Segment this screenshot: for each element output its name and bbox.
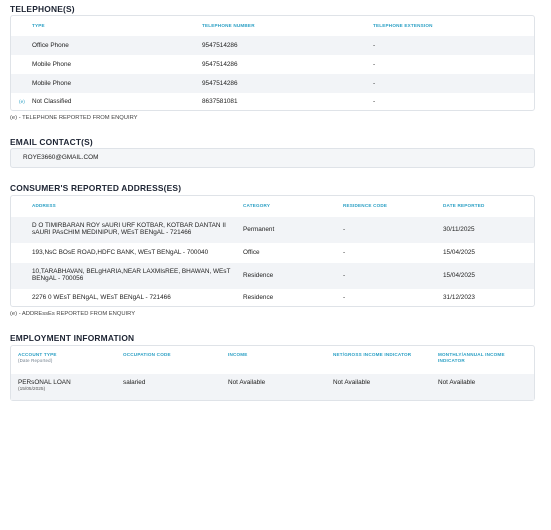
address-residence-code: - [343,272,346,279]
header-address: ADDRESS [32,203,56,208]
table-row [11,55,534,74]
phone-type: Not Classified [32,98,72,105]
address-residence-code: - [343,294,346,301]
employment-occupation: salaried [123,379,146,386]
table-row [11,36,534,55]
header-date-reported: DATE REPORTED [443,203,485,208]
address-text: D O TIMIRBARAN ROY sAURI URF KOTBAR, KOTBAR DANTAN II sAURI PAsCHIM MEDINIPUR, WEsT BENgAL - 721466 [32,222,226,237]
enquiry-indicator: (e) [19,100,25,105]
employment-section-title: EMPLOYMENT INFORMATION [10,333,135,343]
header-account-type-label: ACCOUNT TYPE [18,352,57,357]
account-date-reported: (15/05/2025) [18,387,46,393]
address-date-reported: 15/04/2025 [443,272,475,279]
address-text: 193,NsC BOsE ROAD,HDFC BANK, WEsT BENgAL - 700040 [32,249,209,256]
address-date-reported: 30/11/2025 [443,226,475,233]
header-type: TYPE [32,23,45,28]
account-type-value: PERsONAL LOAN [18,379,71,386]
email-box [10,148,535,168]
phone-number: 8637581081 [202,98,238,105]
table-row [11,243,534,263]
emails-section-title: EMAIL CONTACT(S) [10,137,93,147]
header-net-gross-income-indicator: NET/GROSS INCOME INDICATOR [333,352,412,357]
telephones-note: (e) - TELEPHONE REPORTED FROM ENQUIRY [10,115,138,121]
address-date-reported: 15/04/2025 [443,249,475,256]
header-monthly-annual-income-indicator: MONTHLY/ANNUAL INCOME INDICATOR [438,352,505,363]
phone-type: Mobile Phone [32,61,72,68]
table-row [11,93,534,111]
header-date-reported-sub: (Date Reported) [18,357,53,363]
addresses-section-title: CONSUMER'S REPORTED ADDRESS(ES) [10,183,182,193]
addresses-table [10,195,535,307]
address-category: Office [243,249,260,256]
header-residence-code: RESIDENCE CODE [343,203,388,208]
address-text: 2276 0 WEsT BENgAL, WEsT BENgAL - 721466 [32,294,171,301]
header-account-type [18,352,113,363]
employment-monthly-annual: Not Available [438,379,476,386]
employment-account-type [18,379,71,394]
phone-extension: - [373,98,376,105]
table-row [11,289,534,307]
employment-table [10,345,535,401]
employment-net-gross: Not Available [333,379,371,386]
address-category: Residence [243,294,274,301]
phone-number: 9547514286 [202,42,238,49]
addresses-note: (e) - ADDREssEs REPORTED FROM ENQUIRY [10,311,136,317]
phone-extension: - [373,80,376,87]
header-category: CATEGORY [243,203,271,208]
table-row [11,217,534,243]
table-row [11,263,534,289]
address-text: 10,TARABHAVAN, BELgHARIA,NEAR LAXMIsREE, BHAWAN, WEsT BENgAL - 700056 [32,268,231,283]
phone-extension: - [373,42,376,49]
telephones-section-title: TELEPHONE(S) [10,4,75,14]
address-residence-code: - [343,249,346,256]
phone-extension: - [373,61,376,68]
table-row [11,74,534,93]
address-category: Residence [243,272,274,279]
header-occupation-code: OCCUPATION CODE [123,352,171,357]
address-date-reported: 31/12/2023 [443,294,475,301]
header-income: INCOME [228,352,248,357]
header-telephone-extension: TELEPHONE EXTENSION [373,23,433,28]
address-residence-code: - [343,226,346,233]
table-row [11,374,534,400]
phone-number: 9547514286 [202,61,238,68]
address-category: Permanent [243,226,275,233]
telephones-table [10,15,535,111]
phone-type: Office Phone [32,42,69,49]
header-telephone-number: TELEPHONE NUMBER [202,23,255,28]
email-value: ROYE3660@GMAIL.COM [23,154,99,161]
phone-type: Mobile Phone [32,80,72,87]
employment-income: Not Available [228,379,266,386]
phone-number: 9547514286 [202,80,238,87]
